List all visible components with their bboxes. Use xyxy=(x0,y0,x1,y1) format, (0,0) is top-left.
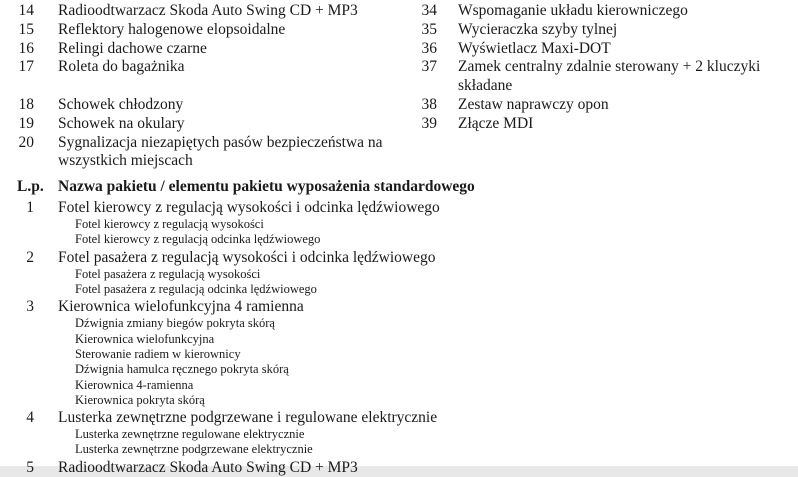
item-number: 19 xyxy=(18,114,34,132)
item-number: 18 xyxy=(18,95,34,113)
equipment-list-item xyxy=(0,2,400,21)
item-number: 39 xyxy=(421,114,437,132)
package-number: 2 xyxy=(26,248,34,266)
equipment-list-item xyxy=(400,96,798,115)
item-text: Reflektory halogenowe elopsoidalne xyxy=(58,20,286,38)
package-number: 3 xyxy=(26,298,34,316)
package-element: Sterowanie radiem w kierownicy xyxy=(75,346,241,361)
package-element: Kierownica wielofunkcyjna xyxy=(75,331,215,346)
item-number: 34 xyxy=(421,2,437,19)
package-element: Fotel kierowcy z regulacją wysokości xyxy=(75,217,264,232)
item-number: 38 xyxy=(421,95,437,113)
item-number: 35 xyxy=(421,20,437,38)
package-element: Lusterka zewnętrzne podgrzewane elektrycznie xyxy=(75,442,313,457)
equipment-list-item xyxy=(400,21,798,40)
package-main-row xyxy=(0,408,798,427)
item-text: Wyświetlacz Maxi-DOT xyxy=(458,39,611,57)
column-header-lp: L.p. xyxy=(17,178,44,196)
numbered-equipment-section xyxy=(0,0,798,171)
equipment-list-item xyxy=(400,58,798,96)
item-text: Sygnalizacja niezapiętych pasów bezpieczeństwa na wszystkich miejscach xyxy=(58,133,383,170)
package-element: Lusterka zewnętrzne regulowane elektrycznie xyxy=(75,427,305,442)
package-element: Kierownica pokryta skórą xyxy=(75,392,205,407)
equipment-list-item xyxy=(0,115,400,134)
package-number: 5 xyxy=(26,458,34,476)
item-number: 16 xyxy=(18,39,34,57)
equipment-list-item xyxy=(0,58,400,77)
item-text: Zestaw naprawczy opon xyxy=(458,95,609,113)
equipment-list-item xyxy=(400,2,798,21)
package-element: Dźwignia zmiany biegów pokryta skórą xyxy=(75,316,275,331)
item-number: 37 xyxy=(421,58,437,76)
package-name: Kierownica wielofunkcyjna 4 ramienna xyxy=(58,298,304,316)
package-element: Fotel pasażera z regulacją odcinka lędźwiowego xyxy=(75,282,317,297)
item-text: Schowek na okulary xyxy=(58,114,185,132)
item-number: 14 xyxy=(18,2,34,19)
item-text: Wycieraczka szyby tylnej xyxy=(458,20,618,38)
package-main-row xyxy=(0,297,798,316)
item-text: Radioodtwarzacz Skoda Auto Swing CD + MP3 xyxy=(58,2,358,19)
package-item xyxy=(0,408,798,458)
equipment-list-item xyxy=(0,134,400,172)
item-text: Schowek chłodzony xyxy=(58,95,184,113)
table-header-row xyxy=(0,177,798,196)
item-number: 36 xyxy=(421,39,437,57)
package-item xyxy=(0,198,798,248)
package-name: Lusterka zewnętrzne podgrzewane i regulowane elektrycznie xyxy=(58,409,438,427)
equipment-list-item xyxy=(400,40,798,59)
item-text: Zamek centralny zdalnie sterowany + 2 kluczyki składane xyxy=(458,58,761,95)
equipment-list-item xyxy=(0,96,400,115)
package-name: Fotel pasażera z regulacją wysokości i odcinka lędźwiowego xyxy=(58,248,436,266)
equipment-column-right xyxy=(400,2,798,171)
equipment-list-item xyxy=(0,21,400,40)
package-name: Radioodtwarzacz Skoda Auto Swing CD + MP3 xyxy=(58,458,358,476)
equipment-column-left xyxy=(0,2,400,171)
package-elements xyxy=(0,217,798,248)
package-elements xyxy=(0,427,798,458)
package-list xyxy=(0,198,798,477)
package-main-row xyxy=(0,198,798,217)
package-main-row xyxy=(0,248,798,267)
package-elements xyxy=(0,267,798,298)
package-element: Dźwignia hamulca ręcznego pokryta skórą xyxy=(75,362,289,377)
item-text: Złącze MDI xyxy=(458,114,534,132)
column-header-package-name: Nazwa pakietu / elementu pakietu wyposażenia standardowego xyxy=(58,178,475,196)
item-text: Roleta do bagażnika xyxy=(58,58,185,76)
equipment-list-item xyxy=(0,40,400,59)
package-elements xyxy=(0,316,798,408)
package-main-row xyxy=(0,458,798,477)
package-item xyxy=(0,248,798,298)
item-number: 17 xyxy=(18,58,34,76)
package-element: Kierownica 4-ramienna xyxy=(75,377,194,392)
equipment-list-item xyxy=(400,115,798,134)
item-text: Relingi dachowe czarne xyxy=(58,39,207,57)
package-item xyxy=(0,458,798,477)
item-text: Wspomaganie układu kierowniczego xyxy=(458,2,688,19)
package-number: 4 xyxy=(26,409,34,427)
package-element: Fotel pasażera z regulacją wysokości xyxy=(75,266,261,281)
package-name: Fotel kierowcy z regulacją wysokości i odcinka lędźwiowego xyxy=(58,199,440,217)
package-element: Fotel kierowcy z regulacją odcinka lędźwiowego xyxy=(75,232,321,247)
item-number: 15 xyxy=(18,20,34,38)
item-number: 20 xyxy=(18,133,34,151)
package-number: 1 xyxy=(26,199,34,217)
package-item xyxy=(0,297,798,408)
